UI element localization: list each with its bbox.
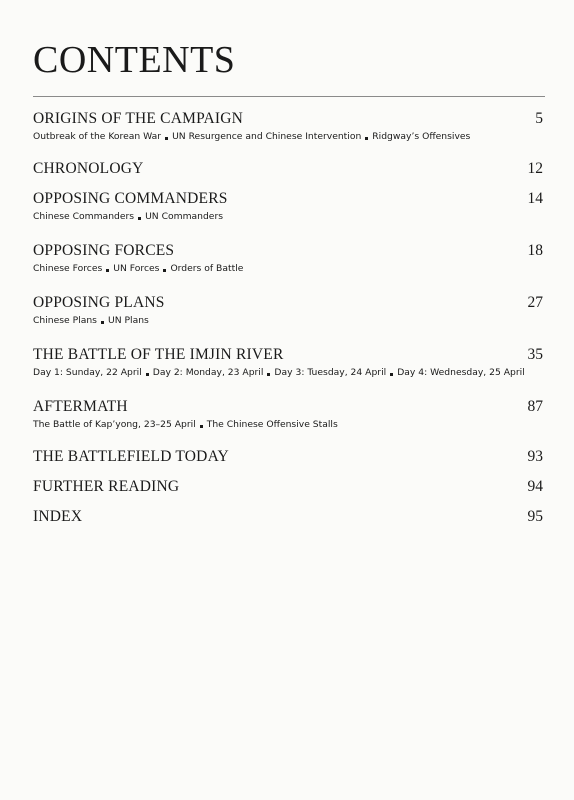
toc-entry-subtopics: [33, 367, 543, 378]
toc-entry-subtopics: [33, 131, 543, 142]
toc-subtopic: Outbreak of the Korean War: [33, 131, 162, 142]
toc-entry[interactable]: [33, 508, 543, 526]
toc-subtopic: Day 3: Tuesday, 24 April: [274, 367, 387, 378]
toc-subtopic: The Chinese Offensive Stalls: [206, 419, 338, 430]
bullet-separator: [365, 137, 368, 140]
toc-subtopic: Day 2: Monday, 23 April: [152, 367, 264, 378]
bullet-separator: [146, 373, 149, 376]
toc-entry[interactable]: [33, 110, 543, 142]
toc-subtopic: Day 1: Sunday, 22 April: [33, 367, 142, 378]
toc-entry-title[interactable]: INDEX: [33, 508, 83, 525]
toc-entry-subtopics: [33, 211, 543, 222]
toc-subtopic: The Battle of Kap’yong, 23–25 April: [33, 419, 196, 430]
toc-subtopic: Chinese Plans: [33, 315, 97, 326]
toc-entry-subtopics: [33, 315, 543, 326]
toc-entry-page-number: 18: [527, 242, 543, 259]
toc-entry-subtopics: [33, 419, 543, 430]
toc-subtopic: UN Resurgence and Chinese Intervention: [172, 131, 362, 142]
toc-entry-page-number: 35: [527, 346, 543, 363]
toc-entry-title[interactable]: OPPOSING COMMANDERS: [33, 190, 228, 207]
toc-entry-page-number: 94: [527, 478, 543, 495]
bullet-separator: [267, 373, 270, 376]
bullet-separator: [106, 269, 109, 272]
toc-entry-title[interactable]: AFTERMATH: [33, 398, 128, 415]
toc-subtopic: UN Forces: [113, 263, 160, 274]
toc-entry-page-number: 12: [527, 160, 543, 177]
toc-entry-title[interactable]: THE BATTLEFIELD TODAY: [33, 448, 229, 465]
toc-subtopic: Chinese Commanders: [33, 211, 135, 222]
bullet-separator: [101, 321, 104, 324]
toc-entry-page-number: 87: [527, 398, 543, 415]
toc-entry-page-number: 95: [527, 508, 543, 525]
toc-entry[interactable]: [33, 398, 543, 430]
toc-entry-title[interactable]: CHRONOLOGY: [33, 160, 144, 177]
toc-entry[interactable]: [33, 346, 543, 378]
toc-entry-title[interactable]: ORIGINS OF THE CAMPAIGN: [33, 110, 244, 127]
toc-entry-page-number: 93: [527, 448, 543, 465]
toc-entry-title[interactable]: OPPOSING FORCES: [33, 242, 175, 259]
title-divider: [33, 96, 545, 97]
toc-subtopic: Day 4: Wednesday, 25 April: [397, 367, 525, 378]
toc-subtopic: UN Commanders: [145, 211, 224, 222]
bullet-separator: [390, 373, 393, 376]
toc-entry-page-number: 14: [527, 190, 543, 207]
toc-subtopic: Ridgway’s Offensives: [372, 131, 471, 142]
toc-subtopic: UN Plans: [107, 315, 149, 326]
toc-entry-page-number: 27: [527, 294, 543, 311]
bullet-separator: [163, 269, 166, 272]
toc-entry-page-number: 5: [535, 110, 543, 127]
toc-entry[interactable]: [33, 160, 543, 178]
toc-entry-title[interactable]: OPPOSING PLANS: [33, 294, 165, 311]
toc-entry[interactable]: [33, 478, 543, 496]
bullet-separator: [165, 137, 168, 140]
page-title: CONTENTS: [33, 39, 236, 81]
toc-entry-subtopics: [33, 263, 543, 274]
toc-entry[interactable]: [33, 448, 543, 466]
bullet-separator: [138, 217, 141, 220]
toc-entry[interactable]: [33, 190, 543, 222]
toc-entry-title[interactable]: THE BATTLE OF THE IMJIN RIVER: [33, 346, 284, 363]
toc-subtopic: Chinese Forces: [33, 263, 103, 274]
toc-entry[interactable]: [33, 294, 543, 326]
toc-entry-title[interactable]: FURTHER READING: [33, 478, 180, 495]
toc-subtopic: Orders of Battle: [170, 263, 244, 274]
bullet-separator: [200, 425, 203, 428]
toc-entry[interactable]: [33, 242, 543, 274]
